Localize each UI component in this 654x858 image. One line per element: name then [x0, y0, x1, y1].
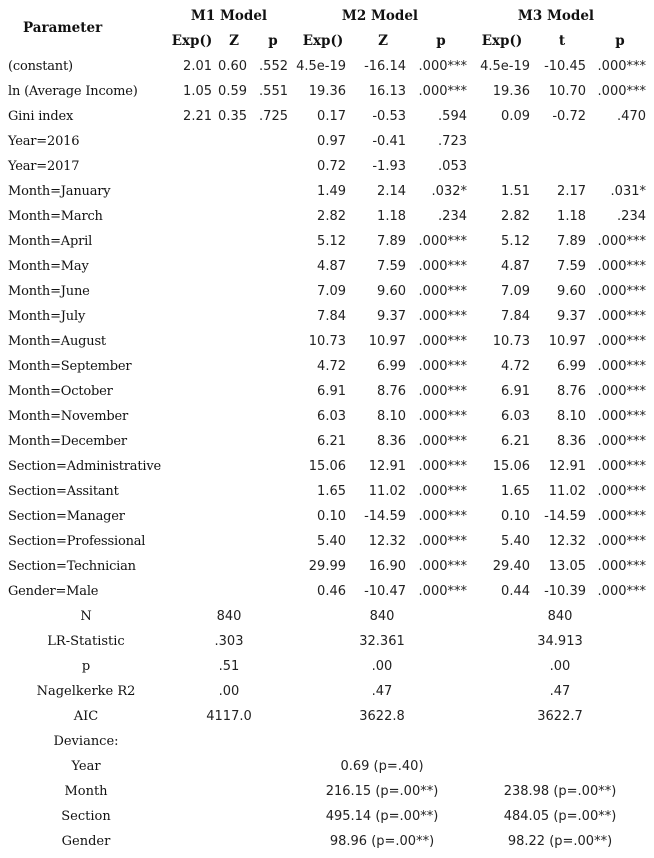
m2-exp-cell: 10.73	[308, 334, 346, 349]
m2-z-header: Z	[378, 33, 388, 49]
m3-fit-value: 484.05 (p=.00**)	[503, 809, 617, 824]
m1-exp-cell: 2.21	[183, 109, 212, 124]
m3-t-cell: 13.05	[548, 559, 586, 574]
m1-model-header: M1 Model	[190, 8, 268, 24]
m3-fit-value: 3622.7	[537, 709, 583, 724]
m2-z-cell: 6.99	[377, 359, 406, 374]
m3-p-cell: .000***	[597, 484, 646, 499]
m2-fit-value: .47	[371, 684, 393, 699]
parameter-label: Year=2017	[8, 159, 80, 174]
m3-t-cell: -10.39	[544, 584, 586, 599]
m3-exp-cell: 4.87	[501, 259, 530, 274]
m2-exp-cell: 6.21	[317, 434, 346, 449]
parameter-header: Parameter	[23, 20, 103, 36]
m2-p-cell: .000***	[418, 509, 467, 524]
table-row	[0, 455, 654, 480]
table-row	[0, 555, 654, 580]
m2-exp-cell: 4.72	[317, 359, 346, 374]
m2-z-cell: -16.14	[364, 59, 406, 74]
m1-exp-cell: 2.01	[183, 59, 212, 74]
m2-z-cell: 9.60	[377, 284, 406, 299]
m3-exp-cell: 1.51	[501, 184, 530, 199]
m2-p-cell: .000***	[418, 409, 467, 424]
m2-exp-cell: 5.12	[317, 234, 346, 249]
m3-t-cell: 6.99	[557, 359, 586, 374]
table-row	[0, 505, 654, 530]
m1-p-cell: .725	[259, 109, 288, 124]
m2-p-cell: .594	[438, 109, 467, 124]
table-row	[0, 405, 654, 430]
m3-fit-value: .47	[549, 684, 571, 699]
fit-label: LR-Statistic	[47, 634, 125, 649]
fit-label: Section	[61, 809, 111, 824]
m3-exp-cell: 7.09	[501, 284, 530, 299]
parameter-label: Section=Assitant	[8, 484, 119, 499]
m2-z-cell: 16.90	[368, 559, 406, 574]
m2-exp-cell: 0.17	[317, 109, 346, 124]
table-row	[0, 580, 654, 605]
m3-p-cell: .000***	[597, 59, 646, 74]
m2-z-cell: 8.76	[377, 384, 406, 399]
m2-model-header: M2 Model	[341, 8, 419, 24]
m2-exp-cell: 19.36	[308, 84, 346, 99]
m2-exp-cell: 1.65	[317, 484, 346, 499]
m2-fit-value: 0.69 (p=.40)	[340, 759, 424, 774]
m2-p-cell: .032*	[431, 184, 467, 199]
parameter-label: ln (Average Income)	[8, 84, 138, 99]
m3-t-cell: 8.76	[557, 384, 586, 399]
m1-p-cell: .552	[259, 59, 288, 74]
fit-label: Deviance:	[53, 734, 119, 749]
m1-p-header: p	[268, 33, 278, 49]
table-row	[0, 80, 654, 105]
m2-exp-cell: 6.91	[317, 384, 346, 399]
fit-row	[0, 655, 654, 680]
m2-z-cell: -1.93	[372, 159, 406, 174]
m3-t-cell: 8.10	[557, 409, 586, 424]
parameter-label: Gini index	[8, 109, 74, 124]
m3-exp-cell: 19.36	[492, 84, 530, 99]
parameter-label: Section=Manager	[8, 509, 125, 524]
m3-model-header: M3 Model	[517, 8, 595, 24]
table-row	[0, 280, 654, 305]
m3-p-cell: .000***	[597, 359, 646, 374]
fit-label: Year	[71, 759, 101, 774]
m2-z-cell: 16.13	[368, 84, 406, 99]
m3-t-cell: 1.18	[557, 209, 586, 224]
m3-exp-cell: 6.03	[501, 409, 530, 424]
m2-z-cell: 11.02	[368, 484, 406, 499]
fit-label: N	[80, 609, 92, 624]
m3-t-cell: 7.89	[557, 234, 586, 249]
fit-label: Month	[64, 784, 108, 799]
fit-row	[0, 680, 654, 705]
m2-z-cell: -0.41	[372, 134, 406, 149]
m1-exp-cell: 1.05	[183, 84, 212, 99]
m1-fit-value: 4117.0	[206, 709, 252, 724]
m1-fit-value: .51	[218, 659, 240, 674]
m2-fit-value: .00	[371, 659, 393, 674]
parameter-label: Gender=Male	[8, 584, 99, 599]
m3-exp-cell: 5.12	[501, 234, 530, 249]
m2-exp-cell: 6.03	[317, 409, 346, 424]
m3-p-cell: .000***	[597, 259, 646, 274]
m2-p-cell: .000***	[418, 434, 467, 449]
m2-z-cell: 9.37	[377, 309, 406, 324]
m3-exp-cell: 4.5e-19	[480, 59, 530, 74]
m3-exp-cell: 2.82	[501, 209, 530, 224]
parameter-label: Month=January	[8, 184, 111, 199]
m2-p-cell: .000***	[418, 484, 467, 499]
m2-z-cell: 7.59	[377, 259, 406, 274]
table-row	[0, 330, 654, 355]
m2-z-cell: 7.89	[377, 234, 406, 249]
m3-fit-value: 238.98 (p=.00**)	[503, 784, 617, 799]
m1-z-header: Z	[229, 33, 239, 49]
m3-t-cell: 12.91	[548, 459, 586, 474]
parameter-label: (constant)	[8, 59, 73, 74]
m3-exp-cell: 29.40	[492, 559, 530, 574]
m2-p-cell: .000***	[418, 309, 467, 324]
m2-exp-cell: 0.46	[317, 584, 346, 599]
fit-row	[0, 605, 654, 630]
m3-fit-value: 840	[547, 609, 573, 624]
m3-p-cell: .000***	[597, 309, 646, 324]
m3-exp-cell: 7.84	[501, 309, 530, 324]
fit-label: p	[81, 659, 91, 674]
table-row	[0, 205, 654, 230]
m2-exp-cell: 29.99	[308, 559, 346, 574]
parameter-label: Month=August	[8, 334, 106, 349]
table-row	[0, 530, 654, 555]
m2-exp-cell: 4.87	[317, 259, 346, 274]
m3-exp-cell: 10.73	[492, 334, 530, 349]
m3-p-cell: .000***	[597, 284, 646, 299]
m2-z-cell: 12.32	[368, 534, 406, 549]
fit-row	[0, 830, 654, 855]
m3-p-cell: .000***	[597, 584, 646, 599]
m3-p-cell: .000***	[597, 334, 646, 349]
m3-p-cell: .000***	[597, 84, 646, 99]
m2-z-cell: 8.10	[377, 409, 406, 424]
fit-row	[0, 705, 654, 730]
parameter-label: Year=2016	[8, 134, 80, 149]
m3-exp-cell: 4.72	[501, 359, 530, 374]
m2-p-cell: .000***	[418, 234, 467, 249]
m2-fit-value: 840	[369, 609, 395, 624]
m2-p-header: p	[436, 33, 446, 49]
parameter-label: Section=Administrative	[8, 459, 161, 474]
m2-exp-cell: 2.82	[317, 209, 346, 224]
m1-z-cell: 0.59	[218, 84, 247, 99]
table-row	[0, 255, 654, 280]
m2-exp-cell: 15.06	[308, 459, 346, 474]
parameter-label: Month=March	[8, 209, 103, 224]
parameter-label: Month=April	[8, 234, 93, 249]
m2-exp-cell: 4.5e-19	[296, 59, 346, 74]
m1-z-cell: 0.60	[218, 59, 247, 74]
m2-exp-cell: 7.09	[317, 284, 346, 299]
m2-p-cell: .000***	[418, 584, 467, 599]
m3-p-cell: .000***	[597, 459, 646, 474]
m2-exp-cell: 0.10	[317, 509, 346, 524]
m3-t-cell: 7.59	[557, 259, 586, 274]
m3-exp-cell: 0.10	[501, 509, 530, 524]
parameter-label: Section=Technician	[8, 559, 136, 574]
fit-label: Gender	[61, 834, 111, 849]
parameter-label: Month=May	[8, 259, 89, 274]
m2-p-cell: .723	[438, 134, 467, 149]
m3-p-header: p	[615, 33, 625, 49]
m2-z-cell: 10.97	[368, 334, 406, 349]
m2-p-cell: .000***	[418, 259, 467, 274]
table-row	[0, 355, 654, 380]
m3-t-cell: 10.70	[548, 84, 586, 99]
parameter-label: Section=Professional	[8, 534, 146, 549]
fit-label: Nagelkerke R2	[36, 684, 136, 699]
m3-t-cell: -0.72	[552, 109, 586, 124]
m3-exp-cell: 6.91	[501, 384, 530, 399]
m3-t-cell: -14.59	[544, 509, 586, 524]
table-row	[0, 480, 654, 505]
m2-p-cell: .000***	[418, 459, 467, 474]
m1-p-cell: .551	[259, 84, 288, 99]
m2-z-cell: 12.91	[368, 459, 406, 474]
table-row	[0, 155, 654, 180]
m3-p-cell: .234	[617, 209, 646, 224]
parameter-label: Month=June	[8, 284, 90, 299]
m2-fit-value: 216.15 (p=.00**)	[325, 784, 439, 799]
m2-fit-value: 98.96 (p=.00**)	[329, 834, 435, 849]
m3-p-cell: .000***	[597, 434, 646, 449]
m3-exp-cell: 5.40	[501, 534, 530, 549]
parameter-label: Month=October	[8, 384, 113, 399]
m3-fit-value: .00	[549, 659, 571, 674]
m3-fit-value: 34.913	[537, 634, 583, 649]
fit-row	[0, 755, 654, 780]
table-row	[0, 230, 654, 255]
m3-t-cell: 11.02	[548, 484, 586, 499]
m3-p-cell: .000***	[597, 384, 646, 399]
m2-exp-cell: 0.97	[317, 134, 346, 149]
fit-row	[0, 780, 654, 805]
m2-fit-value: 32.361	[359, 634, 405, 649]
m3-p-cell: .000***	[597, 234, 646, 249]
m2-p-cell: .234	[438, 209, 467, 224]
table-row	[0, 380, 654, 405]
m2-p-cell: .053	[438, 159, 467, 174]
m2-fit-value: 3622.8	[359, 709, 405, 724]
m2-z-cell: 2.14	[377, 184, 406, 199]
parameter-label: Month=December	[8, 434, 127, 449]
fit-row	[0, 630, 654, 655]
m2-p-cell: .000***	[418, 384, 467, 399]
m2-exp-cell: 7.84	[317, 309, 346, 324]
m3-exp-header: Exp()	[481, 33, 523, 49]
m3-t-header: t	[558, 33, 566, 49]
m3-p-cell: .031*	[610, 184, 646, 199]
m3-t-cell: 2.17	[557, 184, 586, 199]
m3-fit-value: 98.22 (p=.00**)	[507, 834, 613, 849]
table-row	[0, 305, 654, 330]
table-row	[0, 105, 654, 130]
m3-exp-cell: 15.06	[492, 459, 530, 474]
m3-p-cell: .000***	[597, 509, 646, 524]
m2-p-cell: .000***	[418, 84, 467, 99]
m2-exp-cell: 1.49	[317, 184, 346, 199]
m3-t-cell: 12.32	[548, 534, 586, 549]
m3-t-cell: 10.97	[548, 334, 586, 349]
m3-p-cell: .000***	[597, 534, 646, 549]
m3-p-cell: .470	[617, 109, 646, 124]
m1-fit-value: 840	[216, 609, 242, 624]
m3-t-cell: 8.36	[557, 434, 586, 449]
fit-row	[0, 805, 654, 830]
parameter-label: Month=November	[8, 409, 128, 424]
m1-exp-header: Exp()	[171, 33, 213, 49]
m3-t-cell: 9.37	[557, 309, 586, 324]
m3-t-cell: 9.60	[557, 284, 586, 299]
m1-z-cell: 0.35	[218, 109, 247, 124]
table-row	[0, 430, 654, 455]
m2-p-cell: .000***	[418, 559, 467, 574]
m2-z-cell: -0.53	[372, 109, 406, 124]
table-row	[0, 180, 654, 205]
m3-exp-cell: 0.44	[501, 584, 530, 599]
m1-fit-value: .00	[218, 684, 240, 699]
m3-exp-cell: 0.09	[501, 109, 530, 124]
m2-exp-header: Exp()	[302, 33, 344, 49]
m2-p-cell: .000***	[418, 59, 467, 74]
m2-p-cell: .000***	[418, 334, 467, 349]
table-row	[0, 130, 654, 155]
m2-z-cell: -14.59	[364, 509, 406, 524]
m2-p-cell: .000***	[418, 534, 467, 549]
table-row	[0, 55, 654, 80]
m3-exp-cell: 6.21	[501, 434, 530, 449]
m2-z-cell: -10.47	[364, 584, 406, 599]
m3-p-cell: .000***	[597, 409, 646, 424]
m2-exp-cell: 5.40	[317, 534, 346, 549]
fit-row	[0, 730, 654, 755]
m2-p-cell: .000***	[418, 284, 467, 299]
m2-exp-cell: 0.72	[317, 159, 346, 174]
fit-label: AIC	[73, 709, 99, 724]
m3-exp-cell: 1.65	[501, 484, 530, 499]
m2-z-cell: 1.18	[377, 209, 406, 224]
m2-p-cell: .000***	[418, 359, 467, 374]
m1-fit-value: .303	[214, 634, 244, 649]
m2-z-cell: 8.36	[377, 434, 406, 449]
m2-fit-value: 495.14 (p=.00**)	[325, 809, 439, 824]
parameter-label: Month=July	[8, 309, 86, 324]
m3-p-cell: .000***	[597, 559, 646, 574]
parameter-label: Month=September	[8, 359, 132, 374]
m3-t-cell: -10.45	[544, 59, 586, 74]
